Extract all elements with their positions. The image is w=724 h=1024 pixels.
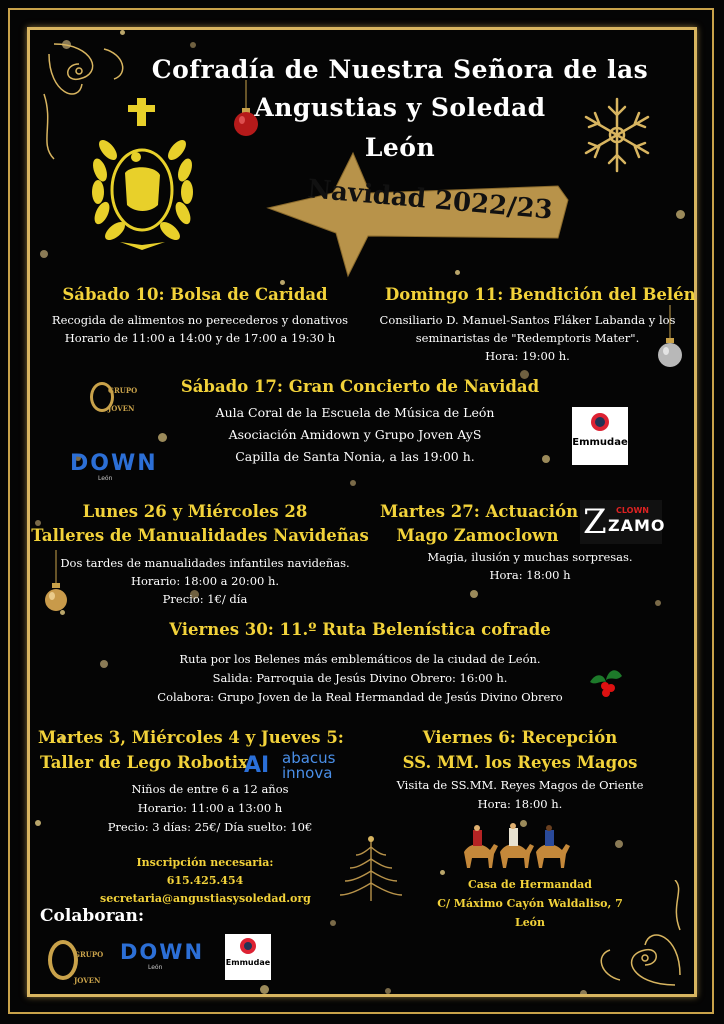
event-viernes6-heading-1: Viernes 6: Recepción bbox=[422, 728, 618, 747]
gold-ornament-ball bbox=[42, 550, 70, 615]
event-viernes6-heading-2: SS. MM. los Reyes Magos bbox=[402, 753, 638, 772]
event-lunes26-line-3: Precio: 1€/ día bbox=[162, 592, 248, 606]
event-viernes6-line-1: Visita de SS.MM. Reyes Magos de Oriente bbox=[396, 778, 644, 792]
emmudae-logo bbox=[572, 407, 628, 465]
event-martes27-line-1: Magia, ilusión y muchas sorpresas. bbox=[427, 550, 633, 564]
down-leon-logo bbox=[70, 451, 160, 485]
abacus-innova-logo bbox=[244, 751, 350, 781]
event-domingo11-heading: Domingo 11: Bendición del Belén bbox=[385, 285, 696, 304]
event-martes27-heading-1: Martes 27: Actuación bbox=[380, 502, 579, 521]
inscription-phone: 615.425.454 bbox=[166, 874, 244, 887]
venue-line-2: C/ Máximo Cayón Waldaliso, 7 bbox=[437, 897, 623, 910]
event-martes3-line-1: Niños de entre 6 a 12 años bbox=[131, 782, 289, 796]
zamoclown-logo-top: CLOWN bbox=[616, 506, 650, 515]
event-sabado10-heading: Sábado 10: Bolsa de Caridad bbox=[62, 285, 328, 304]
event-lunes26-heading-2: Talleres de Manualidades Navideñas bbox=[31, 526, 369, 545]
zamoclown-logo: Z CLOWN ZAMO bbox=[580, 500, 662, 544]
abacus-logo-line1: abacus bbox=[282, 749, 336, 767]
holly-icon bbox=[586, 664, 626, 698]
abacus-logo-line2: innova bbox=[282, 764, 333, 782]
event-viernes6-line-2: Hora: 18:00 h. bbox=[477, 797, 563, 811]
down-leon-logo-bottom bbox=[120, 940, 210, 974]
navidad-banner-text: Navidad 2022/23 bbox=[306, 174, 554, 226]
silver-ornament-ball bbox=[656, 305, 684, 370]
event-martes3-line-2: Horario: 11:00 a 13:00 h bbox=[137, 801, 283, 815]
grupo-joven-logo-text-1: GRUPO bbox=[108, 386, 138, 395]
colaboran-label: Colaboran: bbox=[40, 906, 145, 926]
abacus-logo-ai: AI bbox=[244, 753, 270, 778]
zamoclown-logo-main: ZAMO bbox=[608, 516, 666, 535]
down-bottom-logo-text: DOWN bbox=[120, 940, 205, 964]
event-viernes30-line-2: Salida: Parroquia de Jesús Divino Obrero: 16:00 h. bbox=[212, 671, 508, 685]
event-martes3-heading-2: Taller de Lego Robotix bbox=[40, 753, 249, 772]
event-sabado10-line-2: Horario de 11:00 a 14:00 y de 17:00 a 19:30 h bbox=[64, 331, 336, 345]
title-line-1: Cofradía de Nuestra Señora de las bbox=[151, 55, 649, 84]
grupo-joven-logo-bottom bbox=[44, 934, 104, 992]
event-martes27-heading-2: Mago Zamoclown bbox=[396, 526, 559, 545]
event-martes3-heading-1: Martes 3, Miércoles 4 y Jueves 5: bbox=[38, 728, 344, 747]
event-viernes30-line-1: Ruta por los Belenes más emblemáticos de la ciudad de León. bbox=[179, 652, 541, 666]
event-sabado17-line-1: Aula Coral de la Escuela de Música de León bbox=[215, 405, 495, 420]
event-domingo11-line-1: Consiliario D. Manuel-Santos Fláker Labanda y los bbox=[379, 313, 676, 327]
event-viernes30-line-3: Colabora: Grupo Joven de la Real Hermandad de Jesús Divino Obrero bbox=[157, 690, 563, 704]
venue-line-1: Casa de Hermandad bbox=[467, 878, 592, 891]
inscription-email[interactable]: secretaria@angustiasysoledad.org bbox=[100, 892, 311, 905]
grupo-joven-logo bbox=[86, 376, 136, 422]
event-sabado17-line-3: Capilla de Santa Nonia, a las 19:00 h. bbox=[235, 449, 475, 464]
event-lunes26-line-2: Horario: 18:00 a 20:00 h. bbox=[130, 574, 280, 588]
event-domingo11-line-2: seminaristas de "Redemptoris Mater". bbox=[415, 331, 640, 345]
grupo-joven-logo-text-2: JOVEN bbox=[108, 404, 135, 413]
title-line-3: León bbox=[364, 133, 436, 162]
title-line-2: Angustias y Soledad bbox=[254, 93, 546, 122]
event-viernes30-heading: Viernes 30: 11.º Ruta Belenística cofrade bbox=[169, 620, 551, 639]
event-lunes26-line-1: Dos tardes de manualidades infantiles navideñas. bbox=[60, 556, 350, 570]
event-sabado10-line-1: Recogida de alimentos no perecederos y donativos bbox=[51, 313, 349, 327]
emmudae-bottom-logo-text: Emmudae bbox=[225, 958, 271, 967]
event-martes3-line-3: Precio: 3 días: 25€/ Día suelto: 10€ bbox=[107, 820, 313, 834]
emmudae-logo-text: Emmudae bbox=[572, 437, 628, 448]
venue-line-3: León bbox=[514, 916, 546, 929]
grupo-joven-bottom-text-2: JOVEN bbox=[74, 976, 101, 985]
down-logo-text: DOWN bbox=[70, 451, 158, 476]
inscription-label: Inscripción necesaria: bbox=[136, 856, 274, 869]
down-bottom-logo-sub: León bbox=[148, 964, 163, 971]
event-martes27-line-2: Hora: 18:00 h bbox=[489, 568, 571, 582]
three-kings-camels bbox=[462, 822, 572, 870]
emmudae-logo-bottom bbox=[225, 934, 271, 980]
event-sabado17-line-2: Asociación Amidown y Grupo Joven AyS bbox=[228, 427, 482, 442]
down-logo-sub: León bbox=[98, 475, 113, 482]
event-sabado17-heading: Sábado 17: Gran Concierto de Navidad bbox=[180, 377, 540, 396]
event-domingo11-line-3: Hora: 19:00 h. bbox=[485, 349, 570, 363]
grupo-joven-bottom-text-1: GRUPO bbox=[74, 950, 104, 959]
event-lunes26-heading-1: Lunes 26 y Miércoles 28 bbox=[82, 502, 308, 521]
christmas-tree-icon bbox=[336, 835, 406, 907]
